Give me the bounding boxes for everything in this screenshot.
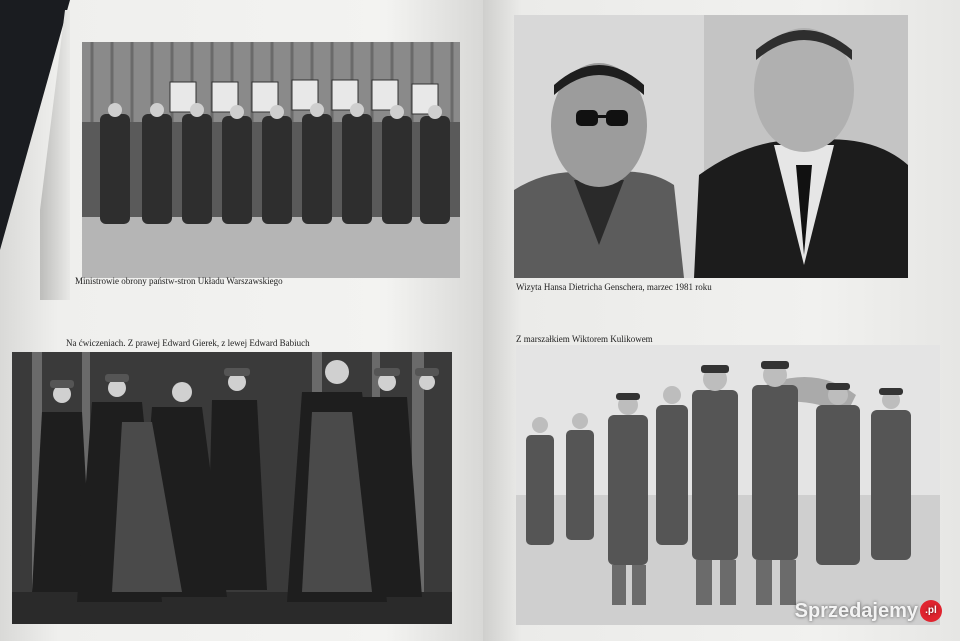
caption-top-right: Wizyta Hansa Dietricha Genschera, marzec 1981 roku <box>516 282 712 292</box>
photo-kulikov <box>516 345 940 625</box>
caption-bottom-right: Z marszałkiem Wiktorem Kulikowem <box>516 334 653 344</box>
photo-genscher-visit <box>514 15 908 278</box>
watermark-logo <box>795 600 942 623</box>
caption-top-left: Ministrowie obrony państw-stron Układu Warszawskiego <box>75 276 283 286</box>
caption-bottom-left: Na ćwiczeniach. Z prawej Edward Gierek, z lewej Edward Babiuch <box>66 338 310 348</box>
watermark-text: Sprzedajemy <box>794 600 918 622</box>
photo-exercises <box>12 352 452 624</box>
photo-defense-ministers <box>82 42 460 278</box>
watermark-badge: .pl <box>920 600 942 622</box>
